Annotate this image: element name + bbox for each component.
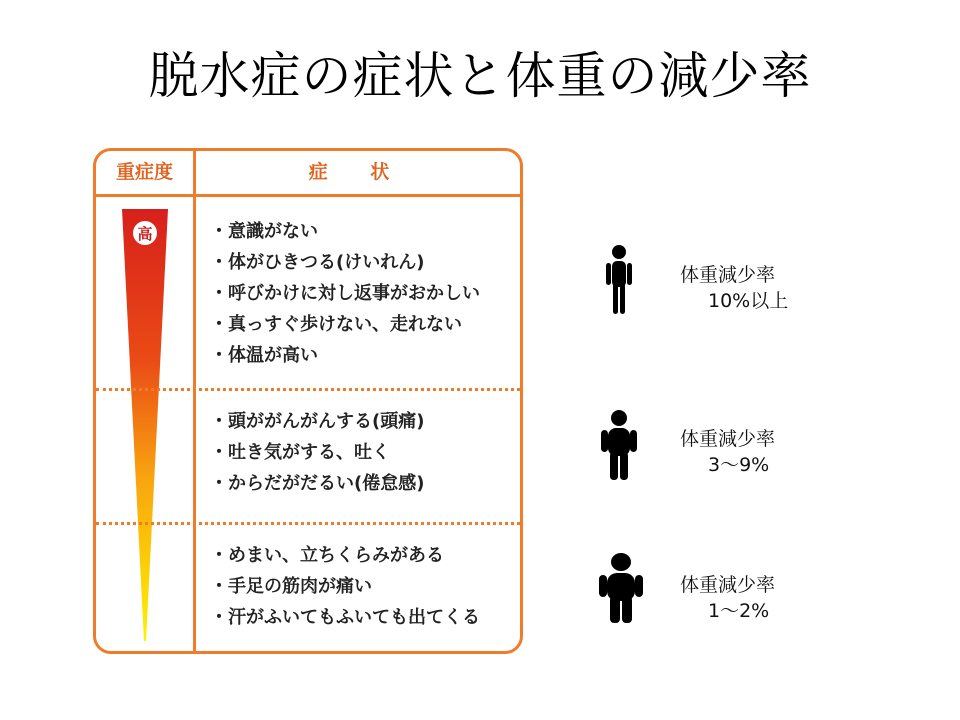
list-item: ・体温が高い xyxy=(210,345,318,366)
weight-loss-label: 体重減少率 xyxy=(680,574,776,596)
list-item: ・吐き気がする、吐く xyxy=(210,442,390,463)
header-symptoms: 症 状 xyxy=(308,161,408,183)
list-item: ・手足の筋肉が痛い xyxy=(210,576,372,597)
group-separator xyxy=(96,522,520,525)
severity-gradient-wedge xyxy=(122,209,168,641)
weight-loss-label: 体重減少率 xyxy=(680,264,776,286)
slide-title: 脱水症の症状と体重の減少率 xyxy=(148,47,812,105)
weight-loss-label: 体重減少率 xyxy=(680,428,776,450)
list-item: ・意識がない xyxy=(210,221,318,242)
weight-loss-rate-low xyxy=(680,572,775,624)
person-full-icon xyxy=(598,552,644,624)
symptom-group-low xyxy=(210,540,480,633)
weight-loss-value: 10%以上 xyxy=(708,290,789,312)
weight-loss-rate-high xyxy=(680,262,788,314)
person-medium-icon xyxy=(599,409,639,481)
list-item: ・呼びかけに対し返事がおかしい xyxy=(210,283,480,304)
weight-loss-rate-medium xyxy=(680,426,775,478)
list-item: ・汗がふいてもふいても出てくる xyxy=(210,607,480,628)
table-header xyxy=(96,151,520,197)
symptom-group-high xyxy=(210,216,480,371)
list-item: ・からだがだるい(倦怠感) xyxy=(210,473,425,494)
weight-loss-value: 3〜9% xyxy=(708,454,770,476)
header-severity: 重症度 xyxy=(115,161,173,183)
weight-loss-value: 1〜2% xyxy=(708,600,770,622)
list-item: ・めまい、立ちくらみがある xyxy=(210,545,444,566)
list-item: ・体がひきつる(けいれん) xyxy=(210,252,425,273)
symptom-table xyxy=(93,148,523,654)
person-thin-icon xyxy=(604,243,634,315)
severity-marker-label: 高 xyxy=(137,225,153,243)
symptom-group-medium xyxy=(210,406,424,499)
group-separator xyxy=(96,388,520,391)
list-item: ・頭ががんがんする(頭痛) xyxy=(210,411,425,432)
column-divider xyxy=(193,151,196,651)
list-item: ・真っすぐ歩けない、走れない xyxy=(210,314,462,335)
